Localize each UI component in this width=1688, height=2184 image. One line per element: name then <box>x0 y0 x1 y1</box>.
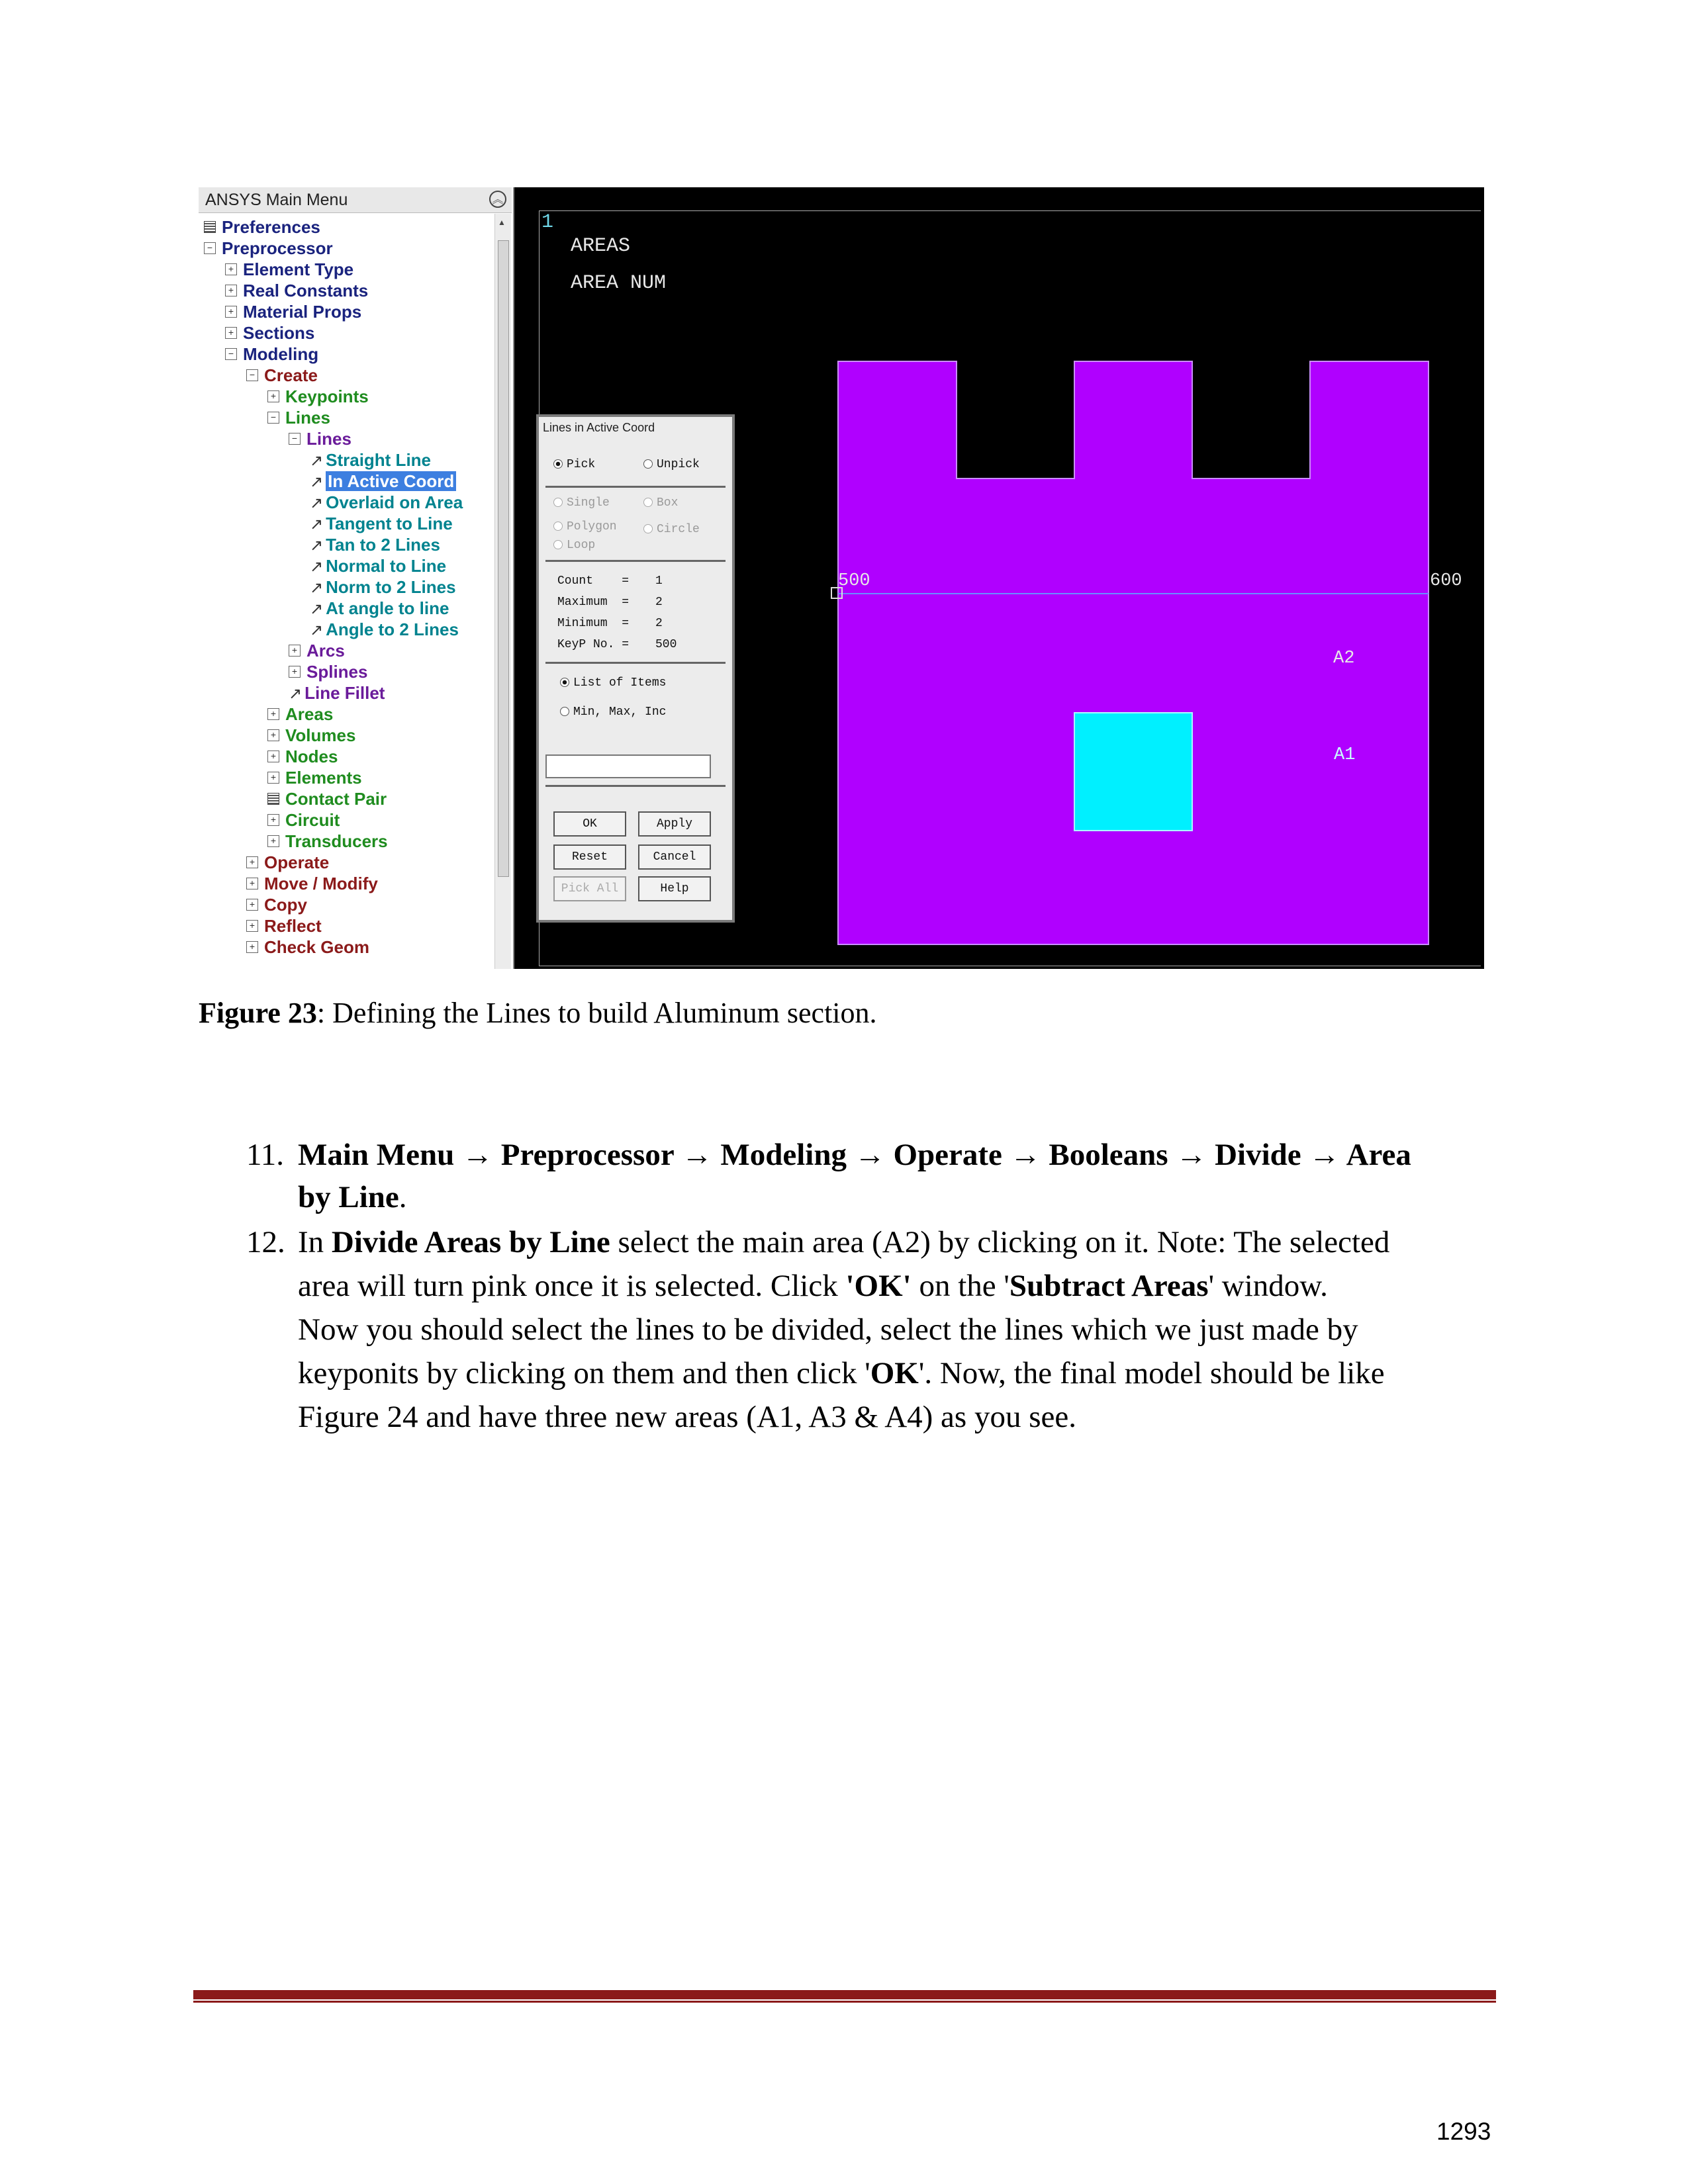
count-label: Count = <box>557 574 630 588</box>
radio-icon <box>553 540 563 549</box>
expand-icon: + <box>267 814 279 826</box>
label-area-num: AREA NUM <box>571 272 667 295</box>
action-arrow-icon: ↗ <box>310 473 324 491</box>
maximum-value: 2 <box>655 596 663 609</box>
menu-item-preprocessor[interactable]: − Preprocessor <box>204 238 333 259</box>
min-max-inc-radio[interactable]: Min, Max, Inc <box>560 705 666 719</box>
window-number: 1 <box>541 211 554 234</box>
menu-item-modeling[interactable]: − Modeling <box>225 343 318 365</box>
expand-icon: + <box>225 285 237 296</box>
menu-item-sections[interactable]: + Sections <box>225 322 314 343</box>
action-arrow-icon: ↗ <box>310 494 324 512</box>
expand-icon: + <box>267 729 279 741</box>
menu-item-real-constants[interactable]: + Real Constants <box>225 280 368 301</box>
unpick-radio[interactable]: Unpick <box>643 458 700 471</box>
expand-icon: + <box>267 390 279 402</box>
radio-icon <box>643 459 653 469</box>
page-number: 1293 <box>1436 2118 1491 2145</box>
menu-item-norm-to-2-lines[interactable]: ↗ Norm to 2 Lines <box>310 576 456 598</box>
loop-radio: Loop <box>553 539 595 552</box>
expand-icon: + <box>246 878 258 889</box>
count-value: 1 <box>655 574 663 588</box>
separator <box>545 662 726 664</box>
action-arrow-icon: ↗ <box>310 452 324 470</box>
action-arrow-icon: ↗ <box>310 558 324 576</box>
area-a1-label: A1 <box>1334 745 1356 765</box>
reset-button[interactable]: Reset <box>553 844 626 870</box>
menu-item-elements[interactable]: + Elements <box>267 767 362 788</box>
menu-item-line-fillet[interactable]: ↗ Line Fillet <box>289 682 385 704</box>
area-a1-shape <box>1074 713 1192 831</box>
menu-item-create[interactable]: − Create <box>246 365 318 386</box>
expand-icon: + <box>267 708 279 720</box>
collapse-icon: − <box>246 369 258 381</box>
scroll-thumb[interactable] <box>498 240 509 877</box>
expand-icon: + <box>225 327 237 339</box>
step-12-line-4: keyponits by clicking on them and then click 'OK'. Now, the final model should be like <box>298 1356 1385 1390</box>
expand-icon: + <box>267 751 279 762</box>
menu-item-lines[interactable]: − Lines <box>267 407 330 428</box>
menu-item-contact-pair[interactable]: Contact Pair <box>267 788 387 809</box>
step-12-line-5: Figure 24 and have three new areas (A1, A3 & A4) as you see. <box>298 1400 1076 1434</box>
subtract-areas-term: Subtract Areas <box>1009 1269 1209 1303</box>
single-radio: Single <box>553 496 610 510</box>
collapse-icon: − <box>267 412 279 424</box>
menu-item-transducers[interactable]: + Transducers <box>267 831 388 852</box>
area-a2-label: A2 <box>1333 649 1355 668</box>
expand-icon: + <box>225 263 237 275</box>
expand-icon: + <box>267 772 279 784</box>
ansys-main-menu <box>199 187 514 969</box>
expand-icon: + <box>289 666 301 678</box>
radio-icon <box>643 498 653 507</box>
menu-item-tan-to-2-lines[interactable]: ↗ Tan to 2 Lines <box>310 534 440 555</box>
footer-rule <box>193 1990 1496 1999</box>
menu-item-operate[interactable]: + Operate <box>246 852 329 873</box>
menu-item-arcs[interactable]: + Arcs <box>289 640 345 661</box>
action-arrow-icon: ↗ <box>289 685 303 703</box>
ok-term: 'OK' <box>845 1269 912 1303</box>
maximum-label: Maximum = <box>557 596 630 609</box>
keyp-value: 500 <box>655 638 677 651</box>
menu-item-in-active-coord[interactable]: ↗ In Active Coord <box>310 471 456 492</box>
menu-item-splines[interactable]: + Splines <box>289 661 367 682</box>
expand-icon: + <box>246 899 258 911</box>
keypoint-500-label: 500 <box>838 571 870 591</box>
lines-in-active-coord-dialog[interactable] <box>536 414 735 923</box>
ok-button[interactable]: OK <box>553 811 626 837</box>
cancel-button[interactable]: Cancel <box>638 844 711 870</box>
separator <box>545 785 726 787</box>
menu-title: ANSYS Main Menu <box>205 191 348 209</box>
minimum-label: Minimum = <box>557 617 630 630</box>
menu-item-keypoints[interactable]: + Keypoints <box>267 386 369 407</box>
menu-item-at-angle-to-line[interactable]: ↗ At angle to line <box>310 598 449 619</box>
menu-item-normal-to-line[interactable]: ↗ Normal to Line <box>310 555 446 576</box>
pick-all-button: Pick All <box>553 876 626 901</box>
caption-label: Figure 23 <box>199 997 317 1029</box>
radio-icon <box>553 498 563 507</box>
collapse-icon: − <box>225 348 237 360</box>
keyp-label: KeyP No. = <box>557 638 630 651</box>
expand-icon: + <box>246 920 258 932</box>
radio-icon <box>553 522 563 531</box>
radio-selected-icon <box>553 459 563 469</box>
radio-icon <box>560 707 569 716</box>
minimum-value: 2 <box>655 617 663 630</box>
menu-item-copy[interactable]: + Copy <box>246 894 307 915</box>
menu-item-preferences[interactable]: Preferences <box>204 216 320 238</box>
step-12-line-3: Now you should select the lines to be divided, select the lines which we just made by <box>298 1312 1358 1347</box>
menu-item-material-props[interactable]: + Material Props <box>225 301 361 322</box>
scroll-up-icon[interactable]: ▲ <box>498 218 506 227</box>
expand-icon: + <box>289 645 301 657</box>
menu-item-lines-sub[interactable]: − Lines <box>289 428 352 449</box>
action-arrow-icon: ↗ <box>310 537 324 555</box>
menu-scrollbar[interactable] <box>494 214 511 969</box>
menu-header <box>199 187 512 213</box>
apply-button[interactable]: Apply <box>638 811 711 837</box>
action-arrow-icon: ↗ <box>310 600 324 618</box>
figure-caption <box>199 996 877 1030</box>
menu-item-move-modify[interactable]: + Move / Modify <box>246 873 378 894</box>
help-button[interactable]: Help <box>638 876 711 901</box>
step-11-line-2: by Line. <box>298 1180 407 1214</box>
list-of-items-radio[interactable]: List of Items <box>560 676 666 690</box>
menu-item-straight-line[interactable]: ↗ Straight Line <box>310 449 431 471</box>
menu-item-tangent-to-line[interactable]: ↗ Tangent to Line <box>310 513 453 534</box>
menu-item-check-geom[interactable]: + Check Geom <box>246 936 369 958</box>
step-12-line-1: In Divide Areas by Line select the main area (A2) by clicking on it. Note: The selected <box>298 1225 1390 1259</box>
pick-list-input[interactable] <box>545 754 711 778</box>
pick-radio[interactable]: Pick <box>553 458 595 471</box>
box-radio: Box <box>643 496 678 510</box>
menu-item-reflect[interactable]: + Reflect <box>246 915 322 936</box>
menu-item-volumes[interactable]: + Volumes <box>267 725 355 746</box>
menu-item-angle-to-2-lines[interactable]: ↗ Angle to 2 Lines <box>310 619 459 640</box>
menu-item-nodes[interactable]: + Nodes <box>267 746 338 767</box>
step-11-menu-path-end: by Line <box>298 1180 399 1214</box>
collapse-icon: − <box>289 433 301 445</box>
step-11-menu-path: Main Menu → Preprocessor → Modeling → Operate → Booleans → Divide → Area <box>298 1138 1411 1172</box>
circle-radio: Circle <box>643 523 700 536</box>
footer-rule-thin <box>193 2001 1496 2003</box>
step-11-line-1 <box>298 1137 1411 1173</box>
grid-icon <box>204 221 216 233</box>
expand-icon: + <box>267 835 279 847</box>
step-12-number: 12. <box>246 1225 285 1259</box>
collapse-icon: − <box>204 242 216 254</box>
ok-term-2: OK <box>870 1356 919 1390</box>
menu-item-circuit[interactable]: + Circuit <box>267 809 340 831</box>
menu-item-overlaid-on-area[interactable]: ↗ Overlaid on Area <box>310 492 463 513</box>
radio-selected-icon <box>560 678 569 687</box>
step-12-line-2: area will turn pink once it is selected. Click 'OK' on the 'Subtract Areas' window. <box>298 1269 1328 1303</box>
polygon-radio: Polygon <box>553 520 617 533</box>
figure-23-screenshot <box>199 187 1484 969</box>
action-arrow-icon: ↗ <box>310 621 324 639</box>
dialog-title: Lines in Active Coord <box>543 421 655 434</box>
action-arrow-icon: ↗ <box>310 516 324 533</box>
radio-icon <box>643 524 653 533</box>
divide-areas-by-line-term: Divide Areas by Line <box>331 1225 610 1259</box>
keypoint-600-label: 600 <box>1430 571 1462 591</box>
separator <box>545 486 726 488</box>
expand-icon: + <box>246 941 258 953</box>
caption-text: : Defining the Lines to build Aluminum section. <box>316 997 877 1029</box>
step-11-number: 11. <box>246 1138 285 1172</box>
action-arrow-icon: ↗ <box>310 579 324 597</box>
expand-icon: + <box>225 306 237 318</box>
label-areas: AREAS <box>571 235 631 257</box>
collapse-up-icon[interactable]: ︽ <box>489 191 506 208</box>
menu-item-element-type[interactable]: + Element Type <box>225 259 353 280</box>
grid-icon <box>267 793 279 805</box>
separator <box>545 560 726 562</box>
expand-icon: + <box>246 856 258 868</box>
menu-item-areas[interactable]: + Areas <box>267 704 333 725</box>
